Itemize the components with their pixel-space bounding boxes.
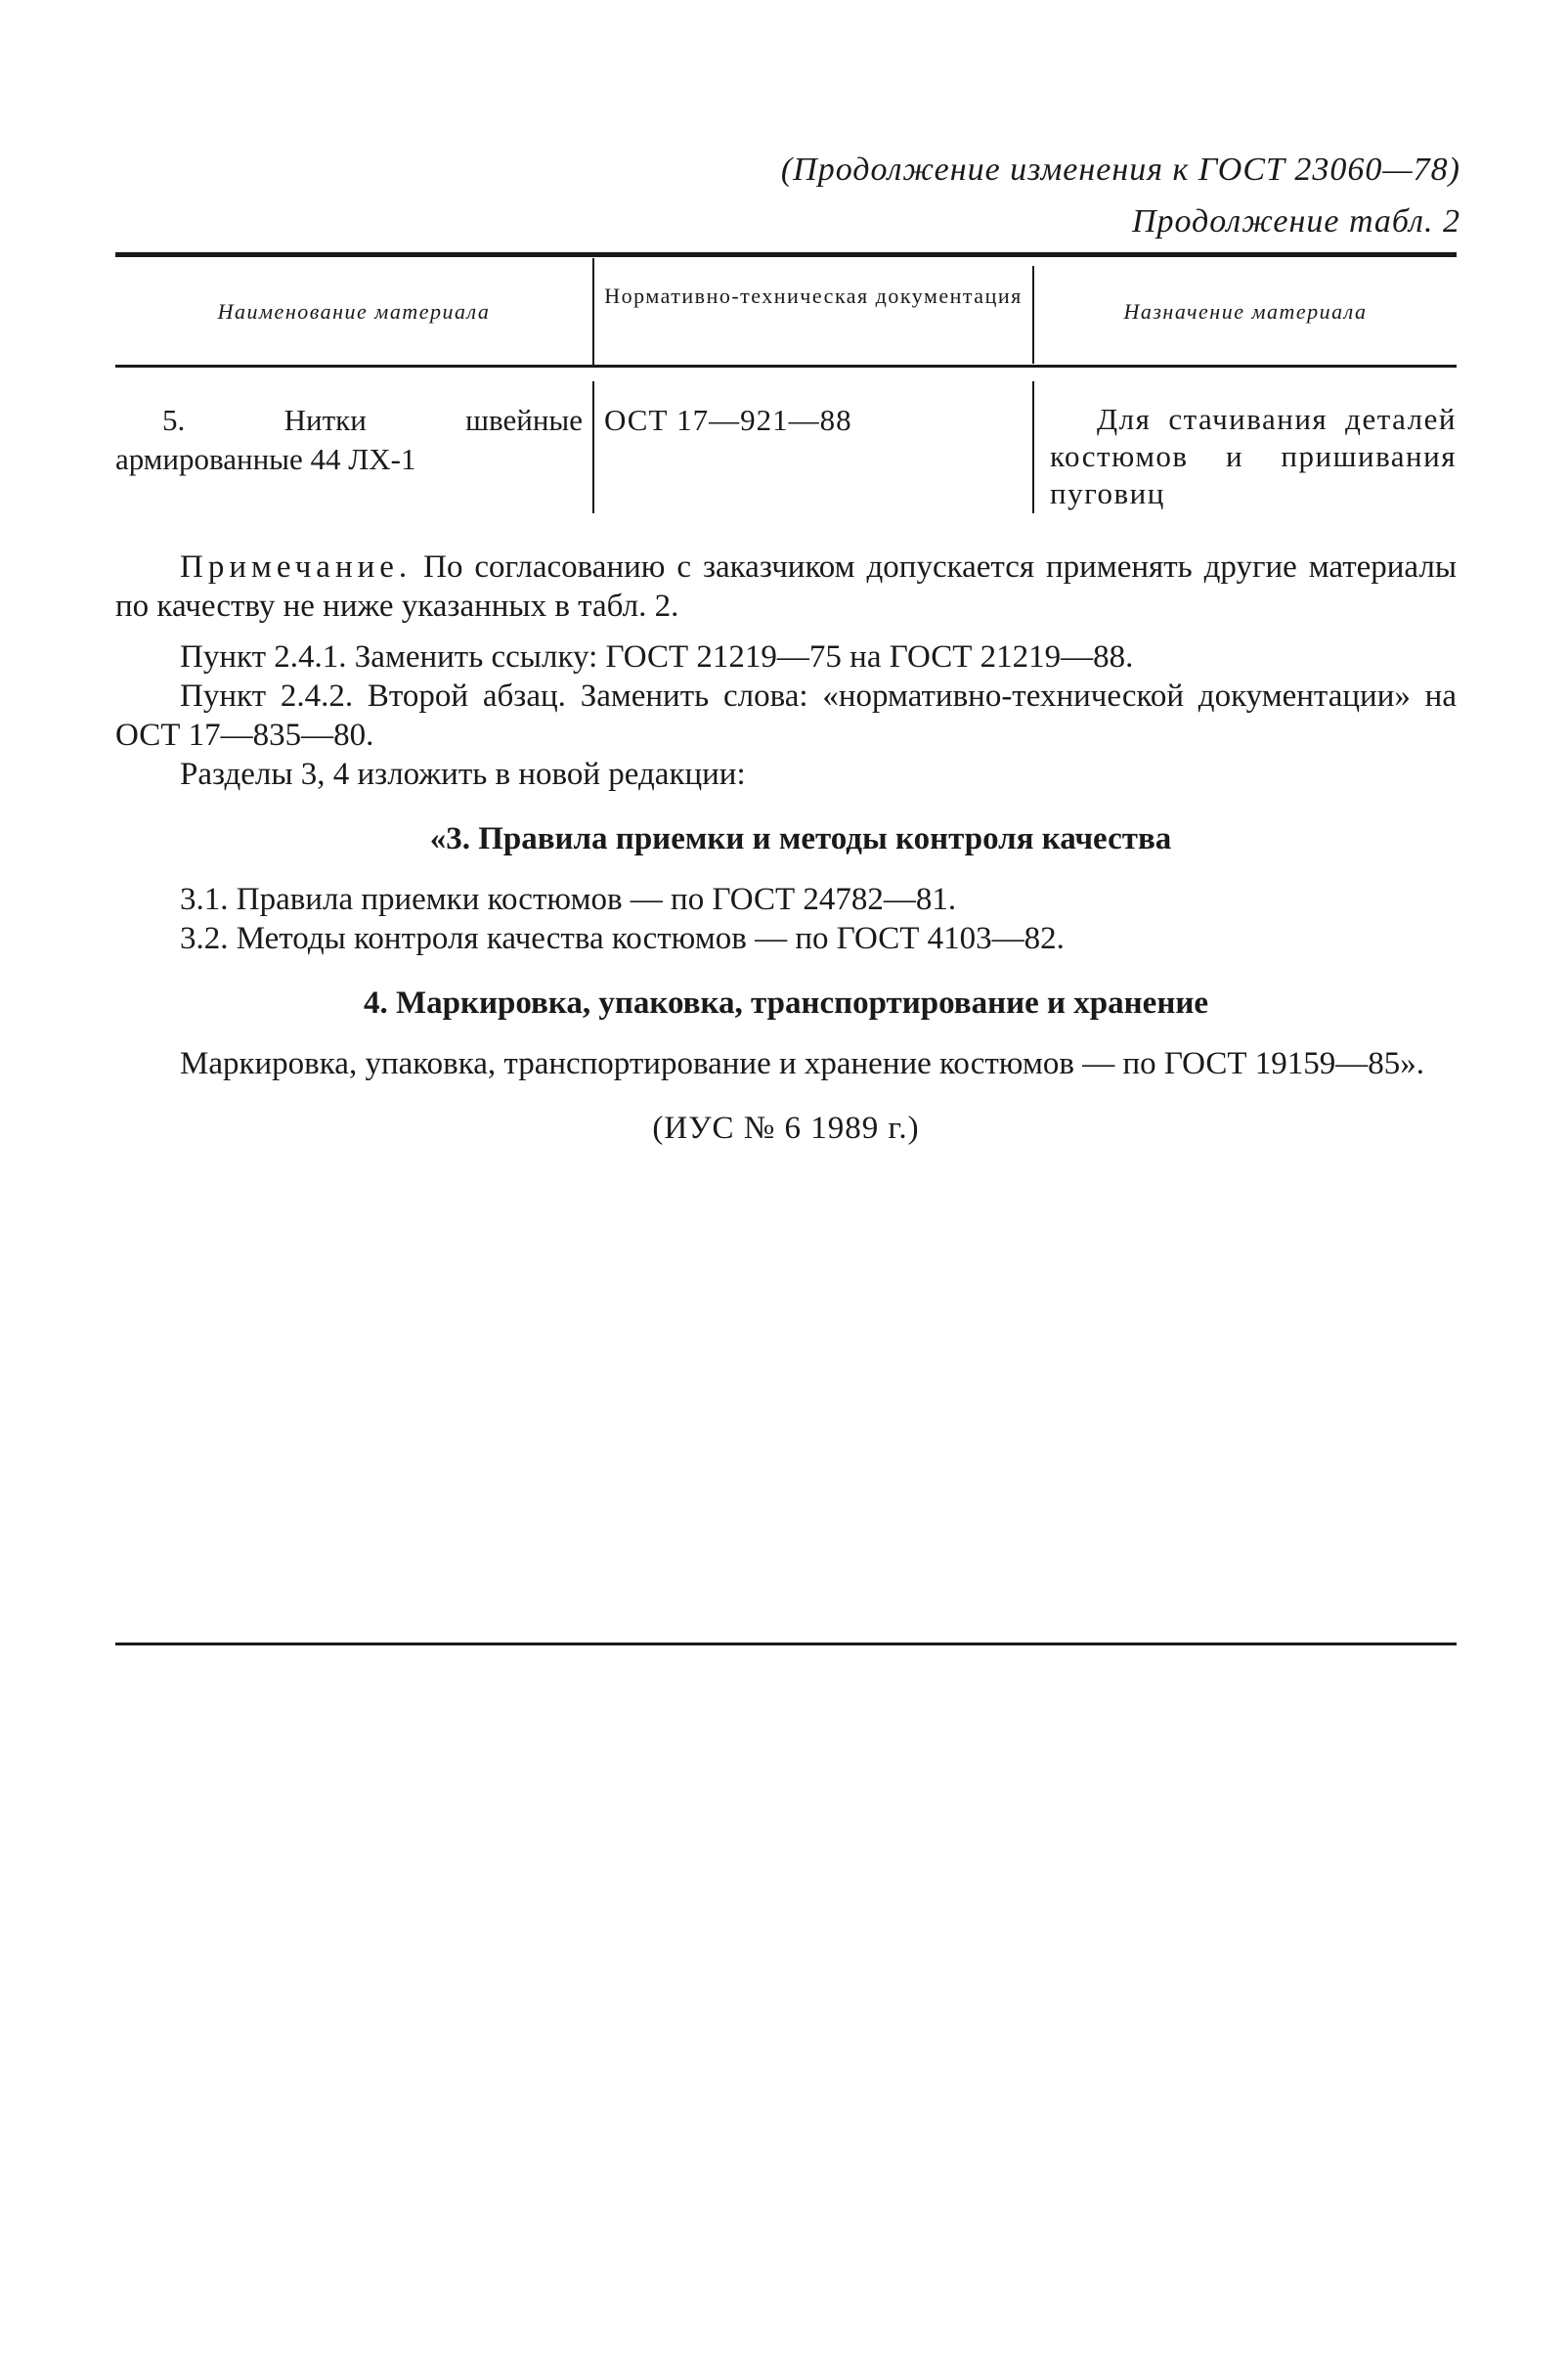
paragraph: Пункт 2.4.2. Второй абзац. Заменить слова: «нормативно-технической документации» на ОСТ 17—835—80.: [115, 679, 1457, 753]
section-3-item: 3.1. Правила приемки костюмов — по ГОСТ 24782—81.: [180, 882, 957, 917]
note-text: По согласованию с заказчиком допускается применять другие материалы по качеству не ниже указанных в табл. 2.: [115, 549, 1458, 624]
section-3-item: 3.2. Методы контроля качества костюмов — по ГОСТ 4103—82.: [180, 921, 1065, 956]
column-header-material: Наименование материала: [217, 299, 491, 324]
bottom-rule: [115, 1643, 1457, 1645]
column-header-purpose: Назначение материала: [1123, 299, 1368, 324]
materials-table: [115, 252, 1457, 526]
continuation-header: (Продолжение изменения к ГОСТ 23060—78): [780, 152, 1460, 188]
table-divider: [1032, 381, 1034, 513]
table-top-rule: [115, 252, 1457, 257]
note-label: Примечание.: [180, 549, 413, 585]
document-body: [115, 548, 1457, 1148]
table-continuation-label: Продолжение табл. 2: [1131, 203, 1460, 240]
section-3-heading: «3. Правила приемки и методы контроля качества: [429, 821, 1172, 856]
table-divider: [592, 381, 594, 513]
note-paragraph: [115, 548, 1457, 626]
table-cell-purpose: Для стачивания деталей костюмов и пришивания пуговиц: [1050, 402, 1457, 510]
column-header-documentation: Нормативно-техническая документация: [604, 284, 1023, 308]
paragraph: Пункт 2.4.1. Заменить ссылку: ГОСТ 21219—75 на ГОСТ 21219—88.: [180, 639, 1134, 675]
ius-reference: (ИУС № 6 1989 г.): [652, 1111, 920, 1146]
table-cell-material: 5. Нитки швейные армированные 44 ЛХ-1: [115, 403, 583, 476]
table-divider: [592, 258, 594, 365]
section-4-heading: 4. Маркировка, упаковка, транспортирование и хранение: [363, 986, 1208, 1021]
section-4-text: Маркировка, упаковка, транспортирование и хранение костюмов — по ГОСТ 19159—85».: [180, 1046, 1425, 1081]
table-header-rule: [115, 365, 1457, 368]
table-cell-documentation: ОСТ 17—921—88: [604, 403, 852, 437]
paragraph: Разделы 3, 4 изложить в новой редакции:: [180, 757, 746, 792]
